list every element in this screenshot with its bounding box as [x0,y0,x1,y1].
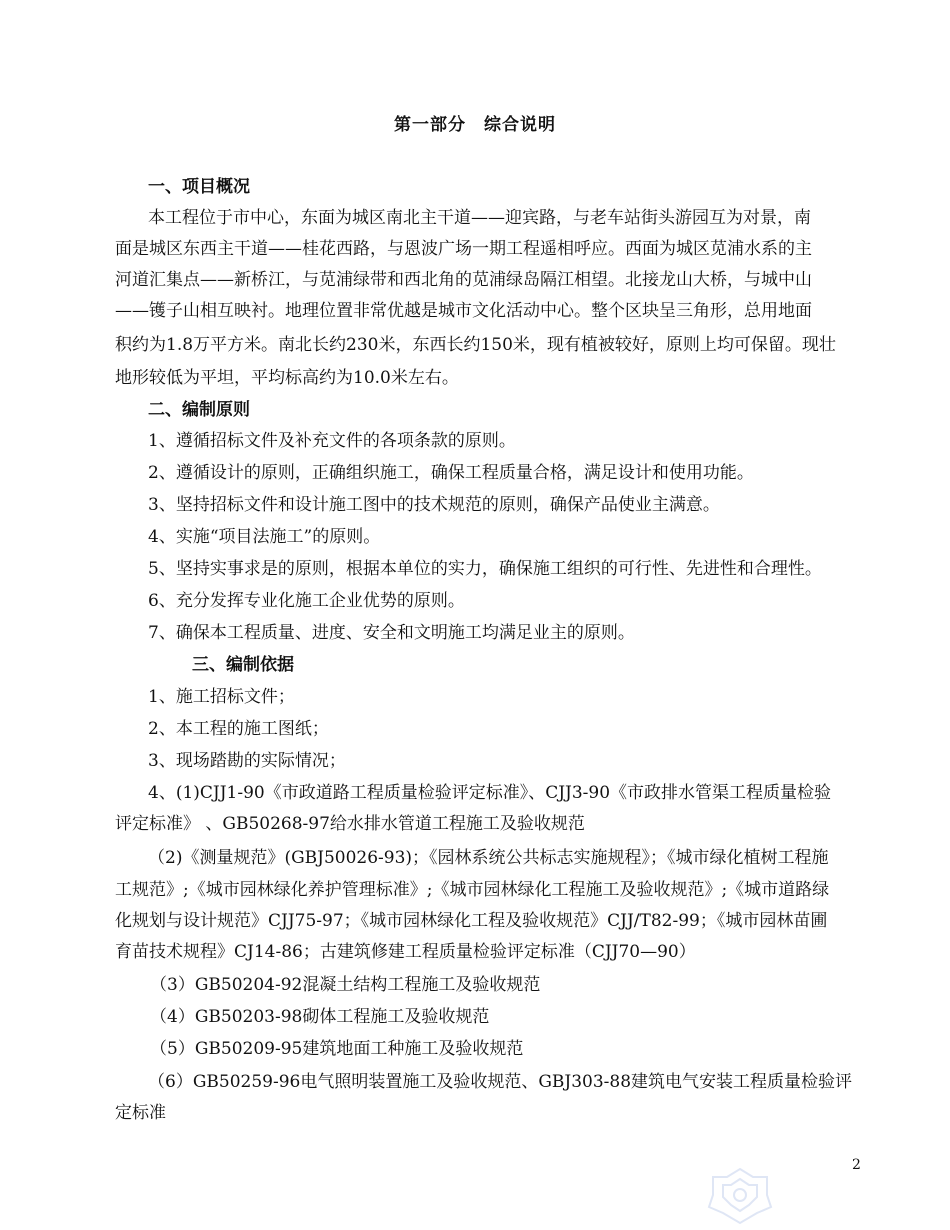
paragraph-line: 面是城区东西主干道——桂花西路，与恩波广场一期工程遥相呼应。西面为城区苋浦水系的主 [115,239,812,259]
list-item: 3、坚持招标文件和设计施工图中的技术规范的原则，确保产品使业主满意。 [148,495,720,515]
list-item: 2、遵循设计的原则，正确组织施工，确保工程质量合格，满足设计和使用功能。 [148,463,754,483]
heading-principles: 二、编制原则 [148,400,250,420]
list-item: （6）GB50259-96电气照明装置施工及验收规范、GBJ303-88建筑电气安装工程质量检验评 [148,1072,853,1092]
list-item-continuation: 育苗技术规程》CJ14-86；古建筑修建工程质量检验评定标准（CJJ70—90） [115,942,696,962]
list-item: （3）GB50204-92混凝土结构工程施工及验收规范 [150,975,541,995]
list-item: 4、实施“项目法施工”的原则。 [148,527,381,547]
list-item: 1、施工招标文件； [148,687,295,707]
list-item-continuation: 化规划与设计规范》CJJ75-97；《城市园林绿化工程及验收规范》CJJ/T82-99；《城市园林苗圃 [115,911,828,931]
list-item: （2)《测量规范》(GBJ50026-93)；《园林系统公共标志实施规程》；《城市绿化植树工程施 [148,848,829,868]
list-item: （4）GB50203-98砌体工程施工及验收规范 [150,1007,490,1027]
paragraph-line: 河道汇集点——新桥江，与苋浦绿带和西北角的苋浦绿岛隔江相望。北接龙山大桥，与城中山 [115,270,812,290]
list-item: （5）GB50209-95建筑地面工种施工及验收规范 [150,1039,524,1059]
paragraph-line: 本工程位于市中心，东面为城区南北主干道——迎宾路，与老车站街头游园互为对景，南 [148,208,811,228]
list-item: 3、现场踏勘的实际情况； [148,751,346,771]
list-item: 5、坚持实事求是的原则，根据本单位的实力，确保施工组织的可行性、先进性和合理性。 [148,559,822,579]
list-item: 7、确保本工程质量、进度、安全和文明施工均满足业主的原则。 [148,623,635,643]
list-item: 6、充分发挥专业化施工企业优势的原则。 [148,591,465,611]
list-item: 2、本工程的施工图纸； [148,719,329,739]
page-title: 第一部分 综合说明 [394,115,556,135]
list-item-continuation: 定标准 [115,1103,166,1123]
list-item: 4、(1)CJJ1-90《市政道路工程质量检验评定标准》、CJJ3-90《市政排水管渠工程质量检验 [148,783,832,803]
watermark-logo-icon [705,1165,775,1225]
paragraph-line: ——镬子山相互映衬。地理位置非常优越是城市文化活动中心。整个区块呈三角形，总用地面 [115,301,812,321]
list-item-continuation: 工规范》;《城市园林绿化养护管理标准》;《城市园林绿化工程施工及验收规范》;《城市道路绿 [115,880,830,900]
paragraph-line: 地形较低为平坦，平均标高约为10.0米左右。 [115,368,459,388]
heading-basis: 三、编制依据 [192,655,294,675]
list-item: 1、遵循招标文件及补充文件的各项条款的原则。 [148,431,516,451]
paragraph-line: 积约为1.8万平方米。南北长约230米，东西长约150米，现有植被较好，原则上均可保留。现壮 [115,335,836,355]
list-item-continuation: 评定标准》 、GB50268-97给水排水管道工程施工及验收规范 [115,814,585,834]
page-number: 2 [852,1157,861,1173]
heading-project-overview: 一、项目概况 [148,177,250,197]
